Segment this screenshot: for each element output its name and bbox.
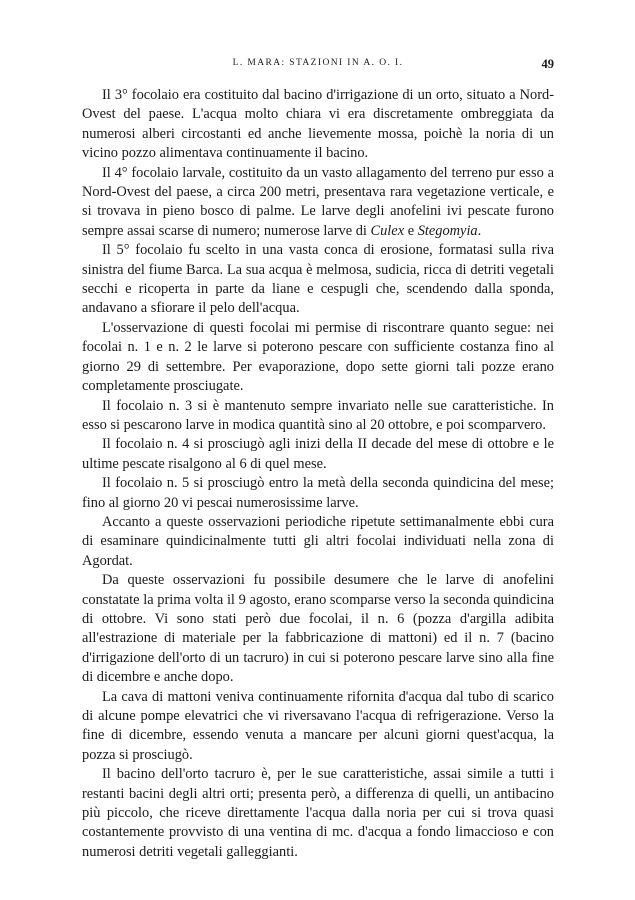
paragraph: Da queste osservazioni fu possibile desumere che le larve di anofelini constatate la prima volta il 9 agosto, erano scomparse verso la seconda quindicina di ottobre. Vi sono stati però due focolai, il n. 6 (pozza d'argilla adibita all'estrazione di materiale per la fabbricazione di mattoni) ed il n. 7 (bacino d'irrigazione dell'orto di un tacruro) in cui si poterono pescare larve sino alla fine di dicembre e anche dopo. xyxy=(82,572,554,686)
paragraph: Il focolaio n. 3 si è mantenuto sempre invariato nelle sue caratteristiche. In esso si pescarono larve in modica quantità sino al 20 ottobre, e poi scomparvero. xyxy=(82,397,554,433)
running-head: L. MARA: STAZIONI IN A. O. I. xyxy=(232,58,404,68)
paragraph: Il 5° focolaio fu scelto in una vasta conca di erosione, formatasi sulla riva sinistra del fiume Barca. La sua acqua è melmosa, sudicia, ricca di detriti vegetali secchi e ricoperta in parte da liane e cespugli che, scendendo dalla sponda, andavano a sfiorare il pelo dell'acqua. xyxy=(82,242,554,317)
paragraph-text: . xyxy=(477,222,482,239)
page-header xyxy=(82,57,554,73)
body-text xyxy=(82,86,554,862)
paragraph: Il focolaio n. 5 si prosciugò entro la metà della seconda quindicina del mese; fino al giorno 20 vi pescai numerosissime larve. xyxy=(82,475,554,511)
paragraph: Il focolaio n. 4 si prosciugò agli inizi della II decade del mese di ottobre e le ultime pescate risalgono al 6 di quel mese. xyxy=(82,436,554,472)
paragraph: La cava di mattoni veniva continuamente rifornita d'acqua dal tubo di scarico di alcune pompe elevatrici che vi riversavano l'acqua di refrigerazione. Verso la fine di dicembre, essendo venuta a mancare per alcuni giorni quest'acqua, la pozza si prosciugò. xyxy=(82,688,554,763)
paragraph: Il 3° focolaio era costituito dal bacino d'irrigazione di un orto, situato a Nord-Ovest del paese. L'acqua molto chiara vi era discretamente ombreggiata da numerosi alberi circostanti ed anche lievemente mossa, poichè la noria di un vicino pozzo alimentava continuamente il bacino. xyxy=(82,87,554,162)
species-name: Stegomyia xyxy=(417,222,478,239)
paragraph: Il bacino dell'orto tacruro è, per le sue caratteristiche, assai simile a tutti i restanti bacini degli altri orti; presenta però, a differenza di quelli, un antibacino più piccolo, che riceve direttamente l'acqua dalla noria per cui si trova quasi costantemente provvisto di una ventina di mc. d'acqua a fondo limaccioso e con numerosi detriti vegetali galleggianti. xyxy=(82,766,554,860)
paragraph-text: Il 4° focolaio larvale, costituito da un vasto allagamento del terreno pur esso a Nord-Ovest del paese, a circa 200 metri, presentava rara vegetazione verticale, e si trovava in pieno bosco di palme. Le larve degli anofelini ivi pescate furono sempre assai scarse di numero; numerose larve di xyxy=(82,164,554,239)
species-name: Culex xyxy=(370,222,405,239)
paragraph-text: e xyxy=(404,222,418,239)
paragraph: L'osservazione di questi focolai mi permise di riscontrare quanto segue: nei focolai n. 1 e n. 2 le larve si poterono pescare con sufficiente costanza fino al giorno 29 di settembre. Per evaporazione, dopo sette giorni tali pozze erano completamente prosciugate. xyxy=(82,319,554,395)
paragraph: Accanto a queste osservazioni periodiche ripetute settimanalmente ebbi cura di esaminare quindicinalmente tutti gli altri focolai individuati nella zona di Agordat. xyxy=(82,513,554,569)
page-number: 49 xyxy=(541,57,554,71)
paragraph xyxy=(82,164,554,242)
